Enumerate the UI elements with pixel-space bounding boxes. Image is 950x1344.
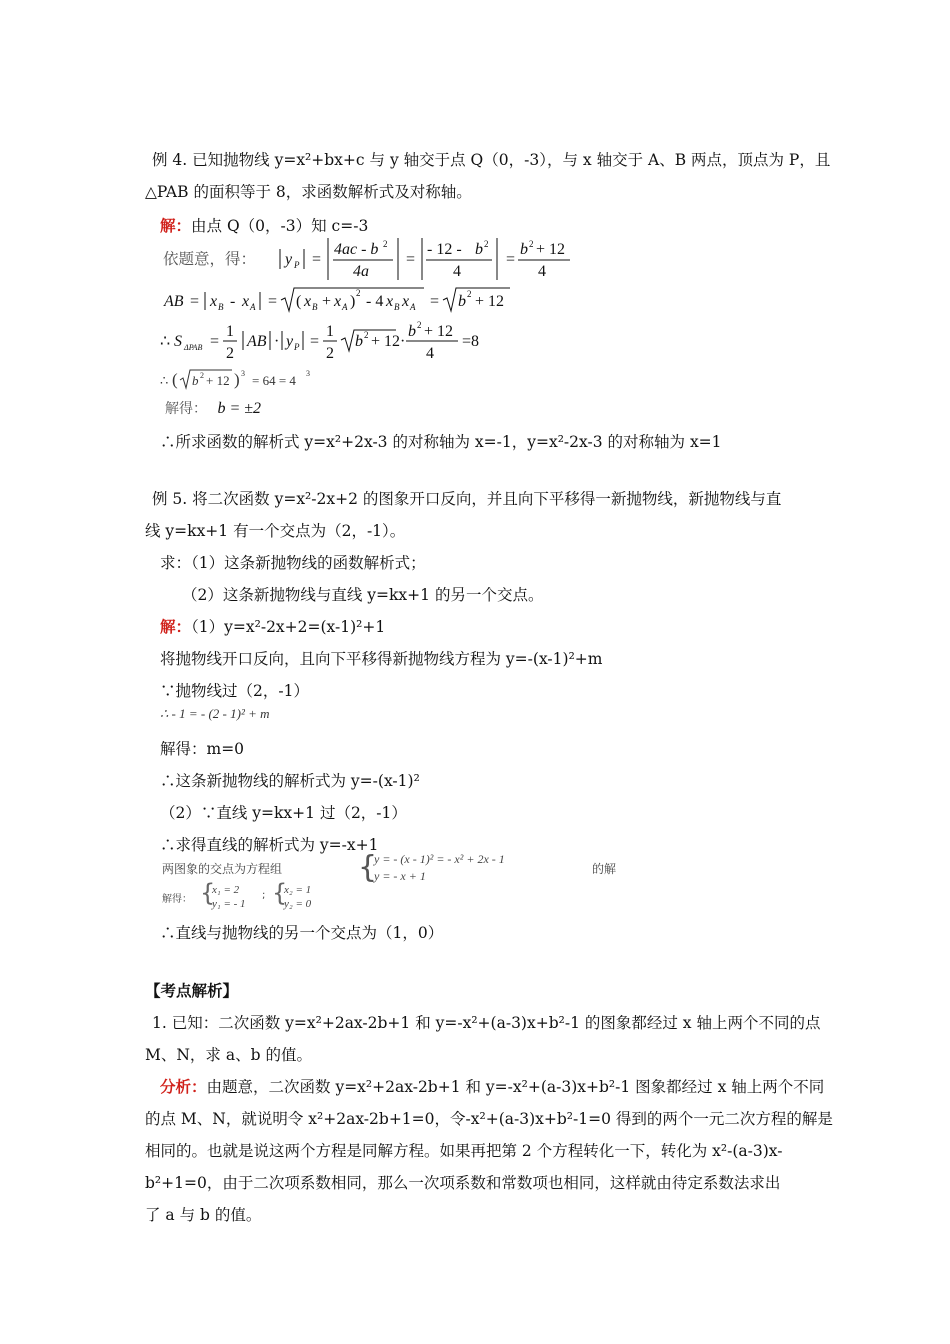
svg-text:y: y <box>285 251 293 268</box>
svg-text:y: y <box>286 333 294 350</box>
ex5-system-solutions <box>162 879 462 912</box>
ex5-system-intro: 两图象的交点为方程组 <box>162 862 283 876</box>
svg-text:b: b <box>520 241 528 258</box>
svg-text:P: P <box>294 342 300 352</box>
ex5-solution <box>160 617 385 637</box>
svg-text:B: B <box>218 302 224 312</box>
svg-text:-: - <box>230 293 236 310</box>
ex5-system <box>162 852 662 886</box>
ex5-step4: ∴这条新抛物线的解析式为 y=-(x-1)² <box>160 772 420 790</box>
kaodian-q1-line2: M、N，求 a、b 的值。 <box>145 1046 312 1064</box>
ex5-step1: 将抛物线开口反向，且向下平移得新抛物线方程为 y=-(x-1)²+m <box>160 650 603 668</box>
kaodian-q1-line1: 1. 已知：二次函数 y=x²+2ax-2b+1 和 y=-x²+(a-3)x+b²-1 的图象都经过 x 轴上两个不同的点 <box>152 1014 821 1032</box>
svg-text:x: x <box>334 293 342 310</box>
svg-text:AB: AB <box>247 333 267 350</box>
svg-text:1: 1 <box>326 323 334 340</box>
svg-text:3: 3 <box>306 369 310 378</box>
svg-text:AB: AB <box>164 293 184 310</box>
ex5-sol-separator: ; <box>262 890 266 901</box>
svg-text:b: b <box>458 293 466 310</box>
svg-text:∴: ∴ <box>160 373 169 388</box>
svg-text:P: P <box>294 260 300 270</box>
ex5-step2: ∵抛物线过（2，-1） <box>160 682 309 700</box>
ex5-system-eq1: y = - (x - 1)² = - x² + 2x - 1 <box>374 852 505 866</box>
ex4-eq-yp <box>163 247 256 269</box>
ex5-eq-m: ∴ - 1 = - (2 - 1)² + m <box>160 706 270 721</box>
ex5-step3: 解得：m=0 <box>160 740 245 758</box>
svg-text:b: b <box>192 373 199 388</box>
svg-text:=: = <box>210 333 220 350</box>
svg-text:x: x <box>304 293 312 310</box>
svg-text:2: 2 <box>356 288 361 298</box>
svg-text:3: 3 <box>241 369 245 378</box>
svg-text:B: B <box>312 302 318 312</box>
kaodian-analysis-line1: 由题意，二次函数 y=x²+2ax-2b+1 和 y=-x²+(a-3)x+b²-1 图象都经过 x 轴上两个不同 <box>206 1078 825 1096</box>
kaodian-analysis <box>160 1077 824 1097</box>
ex4-eq-b <box>165 399 261 419</box>
ex5-sol-b2: y₂ = 0 <box>284 898 312 910</box>
svg-text:4ac - b: 4ac - b <box>334 241 379 258</box>
svg-text:=: = <box>310 333 320 350</box>
ex5-line2: 线 y=kx+1 有一个交点为（2，-1）。 <box>145 522 406 540</box>
svg-text:4: 4 <box>538 263 546 280</box>
svg-text:+ 12: + 12 <box>371 333 401 350</box>
ex4-eq-cube <box>160 366 360 394</box>
svg-text:=: = <box>312 251 322 268</box>
svg-text:+ 12: + 12 <box>424 323 454 340</box>
svg-text:(: ( <box>296 293 302 310</box>
svg-text:2: 2 <box>529 239 534 249</box>
ex5-line1: 例 5. 将二次函数 y=x²-2x+2 的图象开口反向，并且向下平移得一新抛物线，新抛物线与直 <box>152 490 782 508</box>
svg-text:=8: =8 <box>462 333 480 350</box>
kaodian-analysis-line3: 相同的。也就是说这两个方程是同解方程。如果再把第 2 个方程转化一下，转化为 x²-(a-3)x- <box>145 1142 783 1160</box>
ex5-system-eq2: y = - x + 1 <box>374 869 426 883</box>
svg-text:2: 2 <box>364 330 369 340</box>
svg-text:2: 2 <box>417 320 422 330</box>
ex5-solution-label: 解： <box>160 617 192 636</box>
svg-text:=: = <box>268 293 278 310</box>
ex5-ask2: （2）这条新抛物线与直线 y=kx+1 的另一个交点。 <box>182 586 544 604</box>
ex5-ask: 求：（1）这条新抛物线的函数解析式； <box>160 554 426 572</box>
svg-text:+: + <box>322 293 332 310</box>
ex4-solution-text: 由点 Q（0，-3）知 c=-3 <box>191 217 369 235</box>
ex4-conclusion: ∴所求函数的解析式 y=x²+2x-3 的对称轴为 x=-1，y=x²-2x-3 的对称轴为 x=1 <box>160 433 722 451</box>
ex5-solution-1: （1）y=x²-2x+2=(x-1)²+1 <box>191 618 386 636</box>
ex4-line2: △PAB 的面积等于 8，求函数解析式及对称轴。 <box>145 183 472 201</box>
ex4-eq-intro: 依题意，得： <box>163 250 257 268</box>
svg-text:=: = <box>506 251 516 268</box>
svg-text:+ 12: + 12 <box>206 373 230 388</box>
kaodian-analysis-line2: 的点 M、N，就说明令 x²+2ax-2b+1=0，令-x²+(a-3)x+b²-1=0 得到的两个一元二次方程的解是 <box>145 1110 833 1128</box>
svg-text:- 4: - 4 <box>366 293 384 310</box>
svg-text:A: A <box>410 302 416 312</box>
svg-text:b: b <box>408 323 416 340</box>
svg-text:+ 12: + 12 <box>475 293 505 310</box>
ex4-eq-ab <box>160 284 540 318</box>
ex5-step6: ∴求得直线的解析式为 y=-x+1 <box>160 836 379 854</box>
svg-text:x: x <box>210 293 218 310</box>
ex5-system-suffix: 的解 <box>592 862 617 876</box>
svg-text:∴: ∴ <box>160 333 171 350</box>
svg-text:- 12 -: - 12 - <box>427 241 462 258</box>
svg-text:2: 2 <box>484 239 489 249</box>
svg-text:(: ( <box>172 370 178 389</box>
svg-text:4: 4 <box>453 263 461 280</box>
svg-text:=: = <box>190 293 200 310</box>
svg-text:2: 2 <box>200 371 204 380</box>
svg-text:b: b <box>475 241 483 258</box>
ex4-eq-yp-graphic <box>270 236 590 282</box>
ex5-step5: （2）∵直线 y=kx+1 过（2，-1） <box>160 804 407 822</box>
svg-text:=: = <box>406 251 416 268</box>
ex4-eq-area <box>160 318 500 366</box>
kaodian-analysis-line5: 了 a 与 b 的值。 <box>145 1206 262 1224</box>
svg-text:): ) <box>234 370 240 389</box>
ex4-solution-label: 解： <box>160 216 192 235</box>
svg-text:·: · <box>274 333 280 350</box>
ex4-line1: 例 4. 已知抛物线 y=x²+bx+c 与 y 轴交于点 Q（0，-3），与 x 轴交于 A、B 两点，顶点为 P，且 <box>152 151 831 169</box>
svg-text:ΔPAB: ΔPAB <box>184 343 203 352</box>
svg-text:x: x <box>386 293 394 310</box>
ex5-sol-b-brace: { <box>272 879 288 907</box>
svg-text:B: B <box>394 302 400 312</box>
ex5-sol-a2: y₁ = - 1 <box>212 898 246 910</box>
kaodian-analysis-line4: b²+1=0，由于二次项系数相同，那么一次项系数和常数项也相同，这样就由待定系数法求出 <box>145 1174 781 1192</box>
ex5-sol-b1: x₂ = 1 <box>284 884 312 896</box>
svg-text:A: A <box>250 302 256 312</box>
svg-text:2: 2 <box>467 289 472 299</box>
kaodian-heading: 【考点解析】 <box>145 981 239 1000</box>
svg-text:+ 12: + 12 <box>536 241 566 258</box>
ex5-system-brace: { <box>358 850 378 885</box>
svg-text:2: 2 <box>226 345 234 362</box>
ex4-eq-b-value: b = ±2 <box>217 400 262 417</box>
ex5-system-solved-label: 解得： <box>162 894 192 905</box>
svg-text:2: 2 <box>383 239 388 249</box>
svg-text:b: b <box>355 333 363 350</box>
kaodian-analysis-label: 分析： <box>160 1077 207 1096</box>
ex5-sol-a1: x₁ = 2 <box>212 884 240 896</box>
ex4-solution <box>160 216 368 236</box>
svg-text:): ) <box>350 293 356 310</box>
svg-text:·: · <box>400 333 406 350</box>
svg-text:4a: 4a <box>353 263 369 280</box>
svg-text:2: 2 <box>326 345 334 362</box>
svg-text:A: A <box>342 302 348 312</box>
ex5-conclusion: ∴直线与抛物线的另一个交点为（1，0） <box>160 924 444 942</box>
svg-text:S: S <box>174 333 182 350</box>
svg-text:4: 4 <box>426 345 434 362</box>
svg-text:1: 1 <box>226 323 234 340</box>
ex4-eq-solved-label: 解得： <box>165 401 207 417</box>
svg-text:x: x <box>242 293 250 310</box>
ex5-sol-a-brace: { <box>200 879 216 907</box>
svg-text:x: x <box>402 293 410 310</box>
svg-text:=: = <box>430 293 440 310</box>
svg-text:= 64 = 4: = 64 = 4 <box>252 373 296 388</box>
